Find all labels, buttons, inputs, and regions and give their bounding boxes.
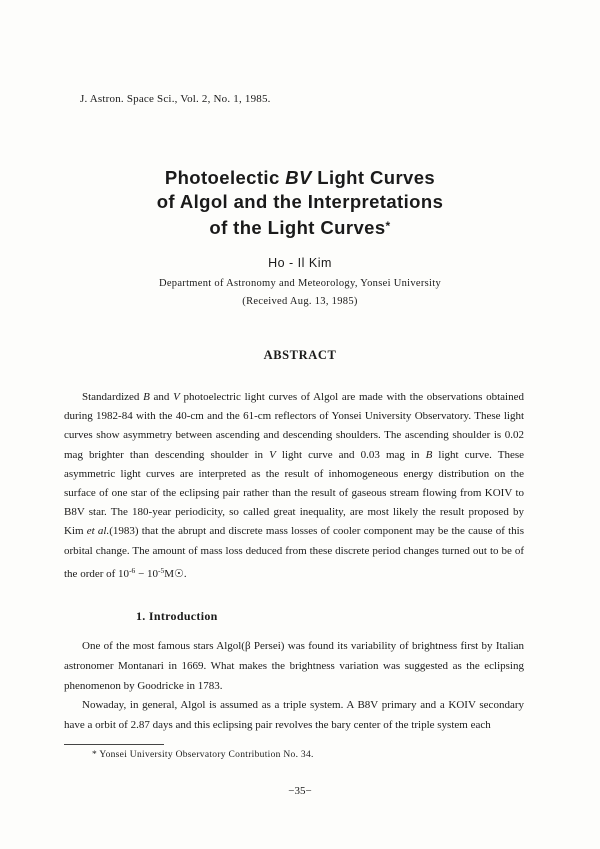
abstract-text: photoelectric light curves of Algol are made with the observations obtained during 1982-84 with the 40-cm and the 61-cm reflectors of Yonsei University Observatory. These light curves show asymmetry between ascending and descending shoulders. The ascending shoulder is 0.02 mag brighter than descending shoulder in xyxy=(64,391,524,461)
title-line-3 xyxy=(0,214,600,240)
author-affiliation: Department of Astronomy and Meteorology, Yonsei University xyxy=(158,278,442,289)
abstract-italic: B xyxy=(143,391,150,403)
abstract-italic: B xyxy=(425,448,433,461)
received-date: (Received Aug. 13, 1985) xyxy=(242,296,358,307)
abstract-italic: et al. xyxy=(86,525,110,538)
abstract-text: light curve and 0.03 mag in xyxy=(275,448,426,461)
title-text: Photoelectic xyxy=(164,167,286,188)
intro-paragraph-2: Nowaday, in general, Algol is assumed as a triple system. A B8V primary and a KOIV secondary have a orbit of 2.87 days and this eclipsing pair revolves the bary center of the triple system each xyxy=(64,699,524,732)
footnote: * Yonsei University Observatory Contribution No. 34. xyxy=(92,750,314,760)
page-number: −35− xyxy=(288,785,312,797)
title-line-1 xyxy=(0,166,600,190)
abstract-text: light curve. These asymmetric light curves are interpreted as the result of inhomogeneous energy distribution on the surface of one star of the eclipsing pair rather than the result of gaseous stream flowing from KOIV to B8V star. The 180-year periodicity, so called great inequality, are most likely the result proposed by Kim xyxy=(64,448,524,538)
author-name: Ho - Il Kim xyxy=(268,256,332,270)
abstract-italic: V xyxy=(269,448,276,461)
abstract-paragraph xyxy=(64,388,524,584)
title-footnote-marker: * xyxy=(385,219,391,233)
footnote-divider xyxy=(64,744,164,745)
title-text: of the Light Curves xyxy=(209,217,386,238)
abstract-exponent: -6 xyxy=(129,565,136,575)
title-line-2: of Algol and the Interpretations xyxy=(156,191,444,212)
introduction-body xyxy=(64,637,524,736)
paper-title xyxy=(0,166,600,240)
title-text: Light Curves xyxy=(311,167,436,188)
abstract-exponent: -5 xyxy=(158,565,165,575)
journal-reference: J. Astron. Space Sci., Vol. 2, No. 1, 1985. xyxy=(80,93,271,105)
abstract-text: Standardized xyxy=(82,391,144,403)
abstract-text: M☉. xyxy=(164,567,187,580)
abstract-italic: V xyxy=(173,391,180,403)
intro-paragraph-1: One of the most famous stars Algol(β Persei) was found its variability of brightness first by Italian astronomer Montanari in 1669. What makes the brightness variation was suggested as the eclipsing phenomenon by Goodricke in 1783. xyxy=(64,640,524,692)
section-heading-introduction: 1. Introduction xyxy=(136,609,218,623)
abstract-text: (1983) that the abrupt and discrete mass losses of cooler component may be the cause of this orbital change. The amount of mass loss deduced from these discrete period changes turned out to be of the order of 10 xyxy=(64,525,524,580)
abstract-heading: ABSTRACT xyxy=(263,348,337,362)
abstract-body xyxy=(64,388,524,584)
abstract-text: and xyxy=(149,391,174,403)
abstract-text: − 10 xyxy=(135,567,159,580)
title-bv: BV xyxy=(285,167,312,188)
